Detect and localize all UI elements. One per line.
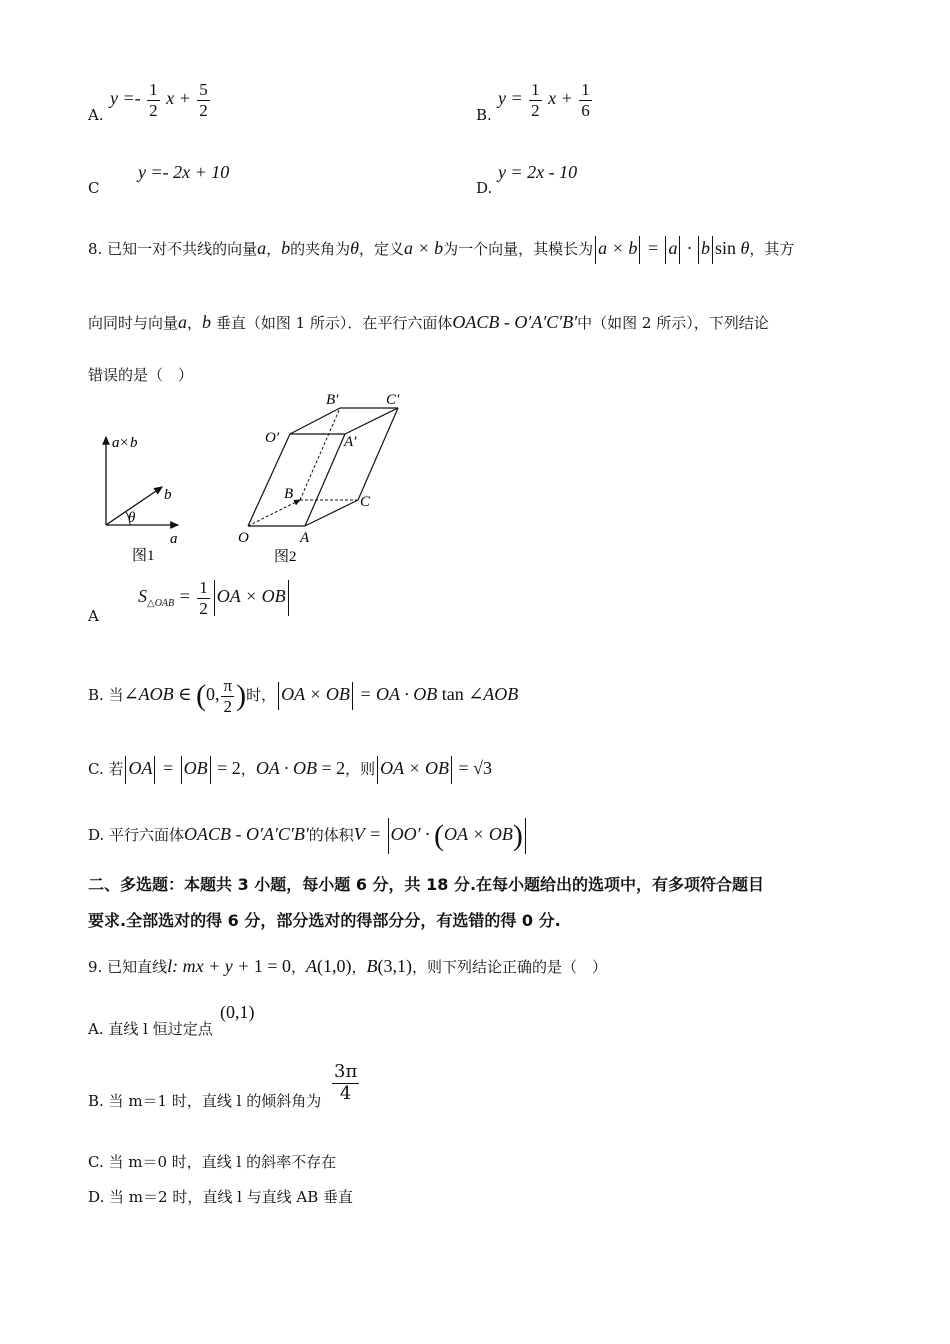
svg-text:A′: A′ xyxy=(344,434,357,450)
q8-option-d xyxy=(88,818,528,854)
q9-option-b-fraction: $\frac{3\pi}{4}$ xyxy=(334,1061,358,1104)
q8-text: ，则 xyxy=(345,760,376,779)
q8-text: ，定义 xyxy=(358,240,404,259)
volume-formula: V = OO′ · (OA × OB) xyxy=(354,824,528,844)
q7-option-a-label: A. xyxy=(88,106,104,124)
q8-option-d-label: D. 平行六面体 xyxy=(88,826,185,845)
q7-option-c-label: C xyxy=(88,179,100,197)
q7-option-b-label: B. xyxy=(476,106,492,124)
q9-option-c: C. 当 m＝0 时，直线 l 的斜率不存在 xyxy=(88,1153,337,1171)
q8-option-a-label: A xyxy=(88,607,99,625)
q8-text: 的体积 xyxy=(308,826,354,845)
svg-text:O′: O′ xyxy=(265,430,280,446)
angle-aob-interval: ∠AOB ∈ (0, $\frac{\pi}{2}$ ) xyxy=(123,676,247,716)
vec-b: b xyxy=(202,312,212,332)
point-b: B(3,1) xyxy=(366,956,413,976)
svg-text:b: b xyxy=(164,487,172,503)
vec-b: b xyxy=(281,238,291,259)
q8-stem-line3: 错误的是（ ） xyxy=(88,366,194,384)
option-c-condition1: OA = OB = 2 xyxy=(123,758,240,778)
q7-option-c-expr: y =- 2x + 10 xyxy=(138,162,230,182)
svg-text:θ: θ xyxy=(128,510,136,526)
q8-option-c xyxy=(88,756,492,784)
q8-stem-line1 xyxy=(88,236,794,264)
q9-option-a-text: A. 直线 l 恒过定点 xyxy=(88,1020,213,1038)
q8-text: 中（如图 2 所示），下列结论 xyxy=(577,314,769,332)
section2-line2: 要求.全部选对的得 6 分，部分选对的得部分分，有选错的得 0 分. xyxy=(88,911,561,930)
point-a: A(1,0) xyxy=(306,956,352,976)
theta: θ xyxy=(350,238,359,259)
q8-text: ， xyxy=(266,240,282,259)
q8-text: 时， xyxy=(246,686,277,705)
cross-modulus: a × b = a · b sin θ xyxy=(593,238,749,258)
q8-text: ， xyxy=(240,760,256,779)
q9-option-a-point: (0,1) xyxy=(220,1002,255,1022)
figure-1-vector-diagram xyxy=(90,425,200,570)
q9-option-d: D. 当 m＝2 时，直线 l 与直线 AB 垂直 xyxy=(88,1188,354,1206)
cross-product: a × b xyxy=(404,238,444,259)
svg-text:a: a xyxy=(170,531,178,547)
q8-text: 向同时与向量 xyxy=(88,314,179,332)
q9-text: ， xyxy=(351,958,367,976)
q8-option-c-label: C. 若 xyxy=(88,760,124,779)
q8-text: 已知一对不共线的向量 xyxy=(107,240,258,259)
q7-option-d-expr: y = 2x - 10 xyxy=(498,162,578,182)
q9-stem xyxy=(88,956,607,977)
svg-text:B: B xyxy=(284,486,294,502)
q8-text: 垂直（如图 1 所示）．在平行六面体 xyxy=(215,314,453,332)
fig1-caption: 图1 xyxy=(132,548,155,564)
option-c-condition2: OA · OB = 2 xyxy=(255,758,346,779)
option-c-result: OA × OB = √3 xyxy=(375,758,492,778)
vec-a: a xyxy=(178,312,188,332)
q8-text: ，其方 xyxy=(749,240,795,259)
q8-text: 为一个向量，其模长为 xyxy=(443,240,594,259)
svg-text:B′: B′ xyxy=(326,392,339,408)
svg-text:a: a xyxy=(112,435,120,451)
q7-option-a-expr: y =- $\frac{1}{2}$ x + $\frac{5}{2}$ xyxy=(110,80,208,120)
q8-option-a-expr: $S_{\triangle OAB}$ = $\frac{1}{2}$ OA × OB xyxy=(138,578,291,618)
q9-text: ，则下列结论正确的是（ ） xyxy=(412,958,608,976)
q8-option-b-label: B. 当 xyxy=(88,686,124,705)
figure-2-parallelepiped xyxy=(230,388,420,568)
vec-a: a xyxy=(257,238,267,259)
prism-name: OACB - O′A′C′B′ xyxy=(184,824,309,845)
option-b-equation: OA × OB = OA · OB tan ∠AOB xyxy=(276,684,518,704)
section2-line1: 二、多选题：本题共 3 小题，每小题 6 分，共 18 分.在每小题给出的选项中，有多项符合题目 xyxy=(88,875,765,894)
q9-option-a xyxy=(88,1018,213,1039)
q9-option-b: B. 当 m＝1 时，直线 l 的倾斜角为 xyxy=(88,1092,322,1110)
q8-stem-line2 xyxy=(88,312,769,333)
svg-text:b: b xyxy=(130,435,138,451)
q7-option-b-expr: y = $\frac{1}{2}$ x + $\frac{1}{6}$ xyxy=(498,80,590,120)
q8-text: ， xyxy=(187,314,203,332)
q7-option-d-label: D. xyxy=(476,179,493,197)
svg-text:C′: C′ xyxy=(386,392,400,408)
svg-text:O: O xyxy=(238,530,249,546)
q9-text: ， xyxy=(291,958,307,976)
q9-text: 9. 已知直线 xyxy=(88,958,168,976)
svg-text:C: C xyxy=(360,494,371,510)
svg-text:A: A xyxy=(300,530,310,546)
q8-number: 8. xyxy=(88,240,103,259)
line-l-equation: l: mx + y + 1 = 0 xyxy=(167,956,292,976)
q8-text: 的夹角为 xyxy=(290,240,351,259)
svg-text:×: × xyxy=(120,435,129,451)
q8-option-b xyxy=(88,676,518,716)
fig2-caption: 图2 xyxy=(274,549,297,565)
prism-name: OACB - O′A′C′B′ xyxy=(452,312,578,332)
